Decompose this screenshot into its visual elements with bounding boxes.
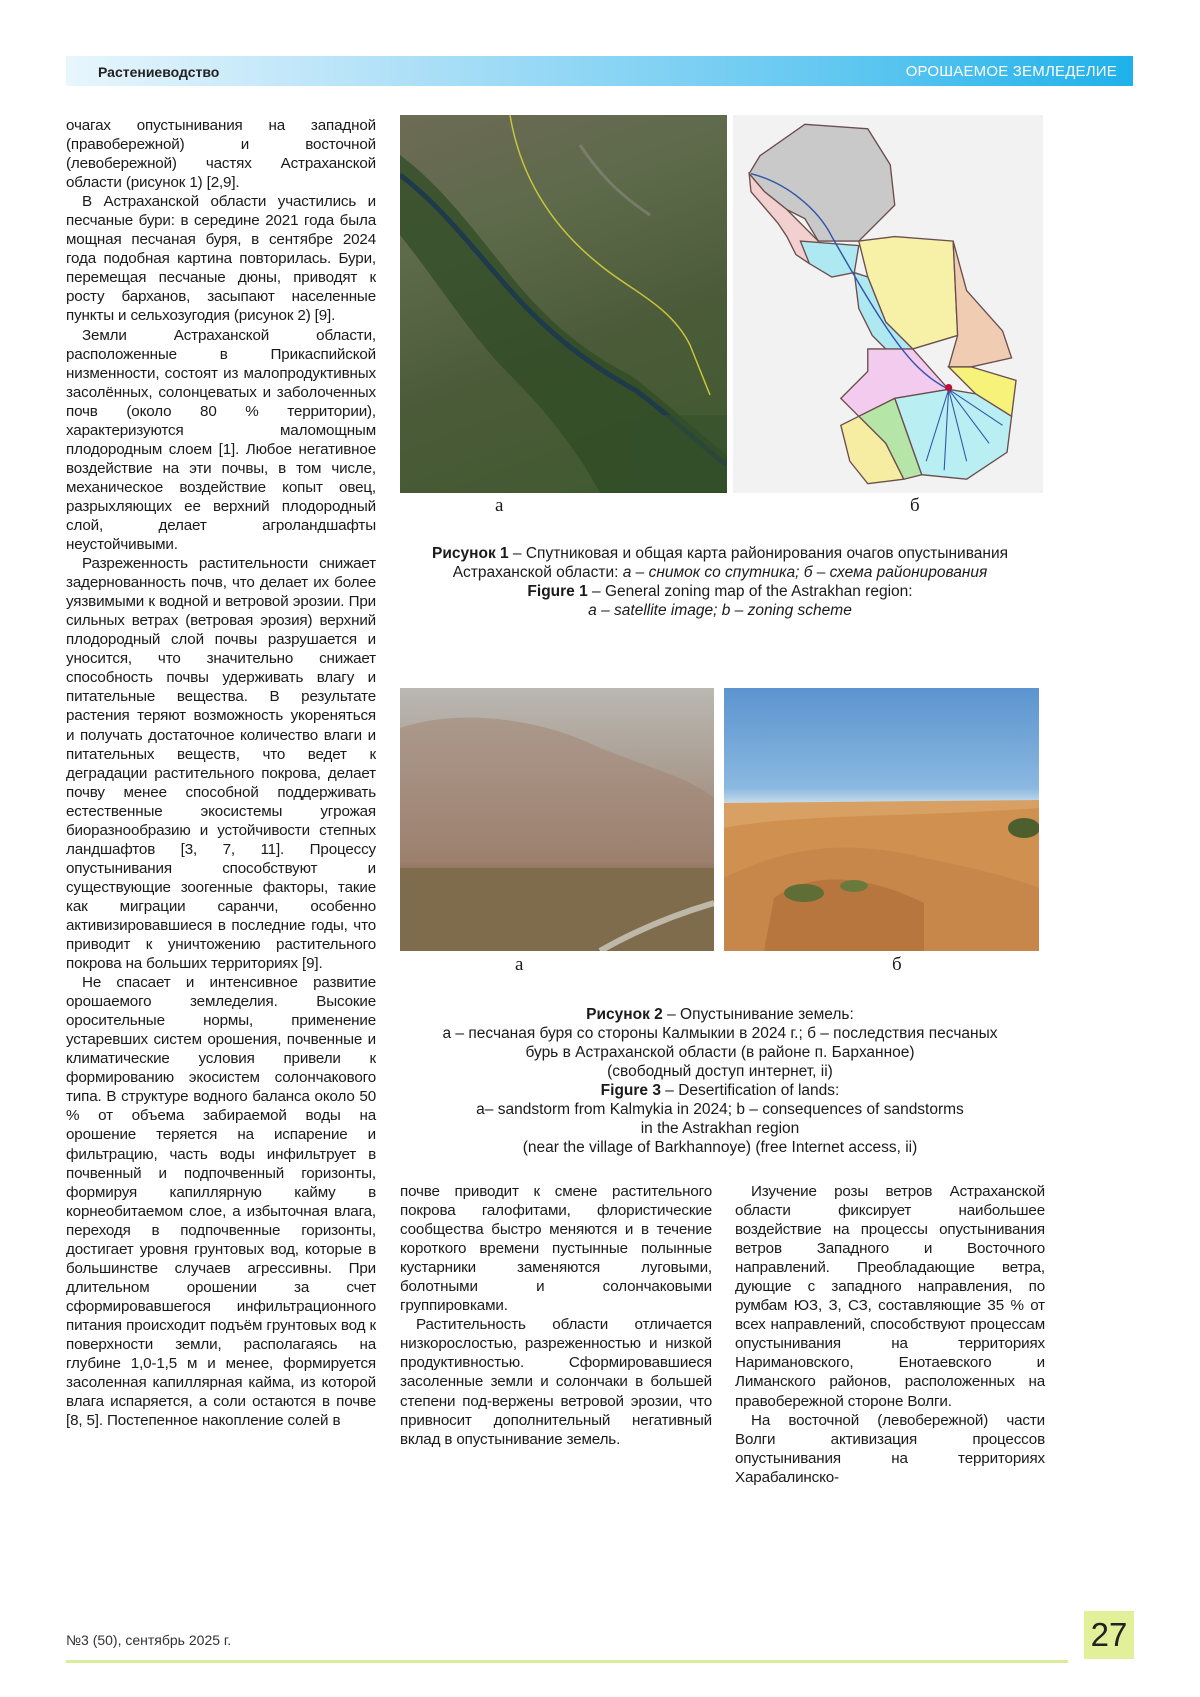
caption-text: бурь в Астраханской области (в районе п. Барханное) [400,1043,1040,1062]
zoning-map-graphic [733,115,1043,493]
caption-text: – Опустынивание земель: [663,1006,854,1023]
dunes-photo [724,688,1039,951]
figure2-label-a: а [515,954,523,976]
caption-title: Рисунок 1 [432,545,509,562]
caption-title: Figure 1 [527,583,587,600]
figure2-caption [400,1005,1040,1157]
caption-text: a– sandstorm from Kalmykia in 2024; b – consequences of sandstorms [400,1100,1040,1119]
caption-title: Рисунок 2 [586,1006,663,1023]
page-number: 27 [1084,1611,1134,1659]
caption-title: Figure 3 [601,1082,661,1099]
paragraph: Растительность области отличается низкорослостью, разреженностью и низкой продуктивностью. Сформировавшиеся засоленные земли и солончаки в большей степени под-вержены ветровой эрозии, что привносит дополнительный негативный вклад в опустынивание земель. [400,1315,712,1448]
section-name: Растениеводство [98,64,219,80]
running-header [66,56,1133,86]
sandstorm-photo [400,688,714,951]
issue-info: №3 (50), сентябрь 2025 г. [66,1632,231,1648]
zoning-map [733,115,1043,493]
footer-divider [66,1660,1068,1663]
paragraph: На восточной (левобережной) части Волги активизация процессов опустынивания на территориях Харабалинско- [735,1411,1045,1487]
rubric-name: ОРОШАЕМОЕ ЗЕМЛЕДЕЛИЕ [906,63,1117,80]
caption-text: (свободный доступ интернет, ii) [400,1062,1040,1081]
paragraph: Не спасает и интенсивное развитие орошаемого земледелия. Высокие оросительные нормы, применение устаревших систем орошения, почвенные и климатические условия привели к формированию экосистем солончакового типа. В структуре водного баланса около 50 % от объема забираемой воды на орошение теряется на испарение и фильтрацию, часть воды инфильтрует в почвенный и подпочвенный горизонты, формируя капиллярную кайму в корнеобитаемом слое, а избыточная влага, переходя в подпочвенные горизонты, достигает уровня грунтовых вод, которые в большинстве случаев агрессивны. При длительном орошении за счет сформировавшегося инфильтрационного питания происходит подъём грунтовых вод к поверхности земли, располагаясь на глубине 1,0-1,5 м и менее, формируется засоленная капиллярная кайма, из которой влага испаряется, а соли остаются в почве [8, 5]. Постепенное накопление солей в [66,973,376,1430]
caption-text: а – песчаная буря со стороны Калмыкии в 2024 г.; б – последствия песчаных [400,1024,1040,1043]
caption-text: (near the village of Barkhannoye) (free Internet access, ii) [400,1138,1040,1157]
caption-text: – General zoning map of the Astrakhan region: [588,583,913,600]
caption-text: – Desertification of lands: [661,1082,839,1099]
caption-text: – Спутниковая и общая карта районирования очагов опустынивания [509,545,1008,562]
figure1-label-a: а [495,495,503,517]
caption-text: a – satellite image; b – zoning scheme [588,602,852,619]
figure1-caption [400,544,1040,620]
figure2-label-b: б [892,954,902,976]
middle-column [400,1182,712,1449]
paragraph: почве приводит к смене растительного покрова галофитами, флористические сообщества быстро меняются и в течение короткого времени пустынные полынные кустарники заменяются луговыми, болотными и солончаковыми группировками. [400,1182,712,1315]
paragraph: очагах опустынивания на западной (правобережной) и восточной (левобережной) частях Астраханской области (рисунок 1) [2,9]. [66,116,376,192]
satellite-image [400,115,727,493]
caption-text: Астраханской области: [453,564,623,581]
dunes-photo-graphic [724,688,1039,951]
satellite-image-graphic [400,115,727,493]
paragraph: Земли Астраханской области, расположенные в Прикаспийской низменности, состоят из малопродуктивных засолённых, солонцеватых и заболоченных почв (около 80 % территории), характеризуются маломощным плодородным слоем [1]. Любое негативное воздействие на эти почвы, в том числе, механическое воздействие копыт овец, разрыхляющих ее верхний плодородный слой, делает агроландшафты неустойчивыми. [66,326,376,555]
right-column [735,1182,1045,1487]
caption-text: in the Astrakhan region [400,1119,1040,1138]
paragraph: В Астраханской области участились и песчаные бури: в середине 2021 года была мощная песчаная буря, в сентябре 2024 года подобная картина повторилась. Бури, перемещая песчаные дюны, приводят к росту барханов, засыпают населенные пункты и сельхозугодия (рисунок 2) [9]. [66,192,376,325]
figure1-label-b: б [910,495,920,517]
paragraph: Разреженность растительности снижает задернованность почв, что делает их более уязвимыми к водной и ветровой эрозии. При сильных ветрах (ветровая эрозия) верхний плодородный слой почвы разрушается и уносится, что значительно снижает способность почвы удерживать влагу и питательные вещества. В результате растения теряют возможность укореняться и получать достаточное количество влаги и питательных веществ, что ведет к деградации растительного покрова, делает почву менее способной поддерживать естественные экосистемы угрожая биоразнообразию и устойчивости степных ландшафтов [3, 7, 11]. Процессу опустынивания способствуют и существующие зоогенные факторы, такие как миграции саранчи, особенно активизировавшиеся в последние годы, что приводит к уничтожению растительного покрова на больших территориях [9]. [66,554,376,973]
paragraph: Изучение розы ветров Астраханской области фиксирует наибольшее воздействие на процессы опустынивания ветров Западного и Восточного направлений. Преобладающие ветра, дующие с западного направления, по румбам ЮЗ, З, СЗ, составляющие 35 % от всех направлений, способствуют процессам опустынивания на территориях Наримановского, Енотаевского и Лиманского районов, расположенных на правобережной стороне Волги. [735,1182,1045,1411]
left-column [66,116,376,1430]
sandstorm-photo-graphic [400,688,714,951]
caption-text: а – снимок со спутника; б – схема районирования [623,564,988,581]
